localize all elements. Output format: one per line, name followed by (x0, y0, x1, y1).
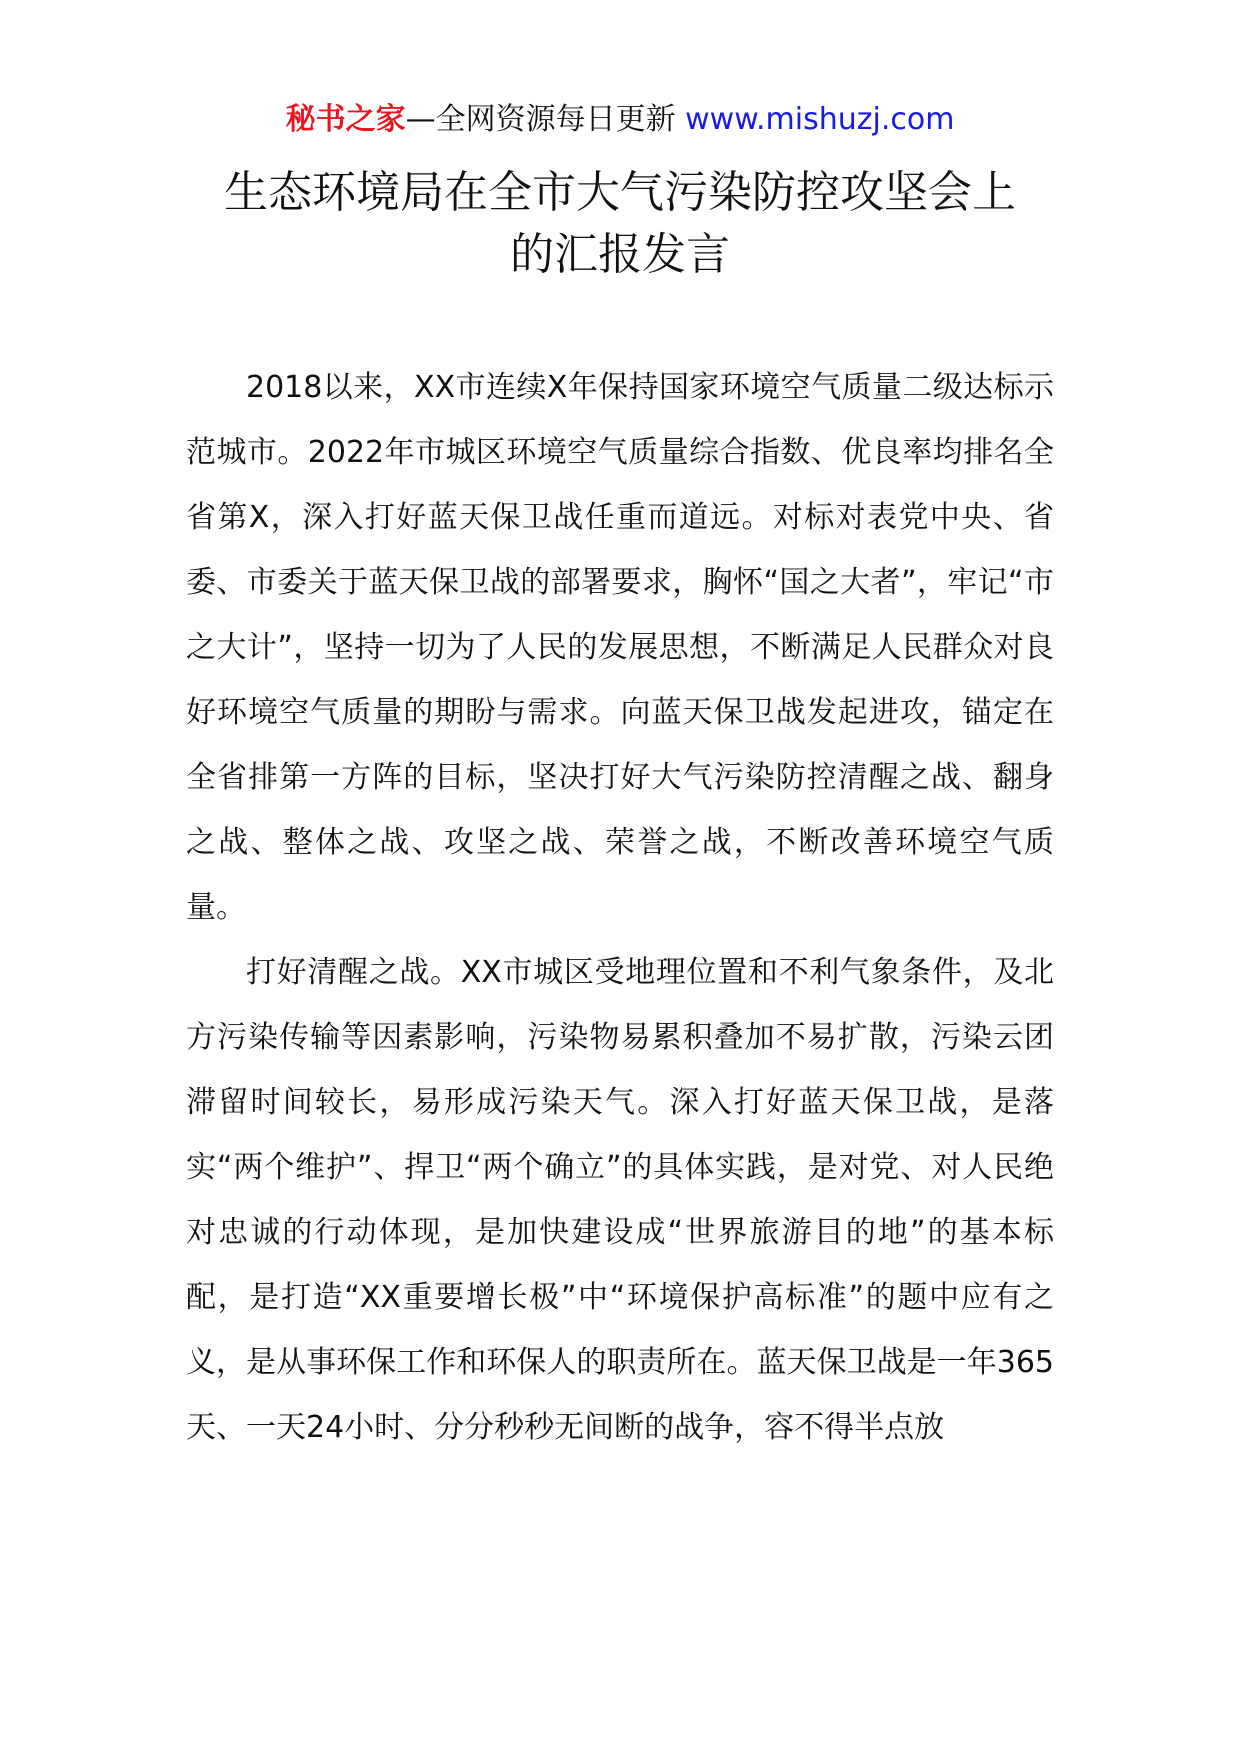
document-title (150, 162, 1090, 286)
title-line-2: 的汇报发言 (510, 229, 730, 280)
site-url-link[interactable]: www.mishuzj.com (685, 102, 955, 137)
document-body (186, 355, 1054, 1460)
title-line-1: 生态环境局在全市大气污染防控攻坚会上 (224, 167, 1016, 218)
paragraph-intro: 2018以来，XX市连续X年保持国家环境空气质量二级达标示范城市。2022年市城区环境空气质量综合指数、优良率均排名全省第X，深入打好蓝天保卫战任重而道远。对标对表党中央、省委、市委关于蓝天保卫战的部署要求，胸怀“国之大者”，牢记“市之大计”，坚持一切为了人民的发展思想，不断满足人民群众对良好环境空气质量的期盼与需求。向蓝天保卫战发起进攻，锚定在全省排第一方阵的目标，坚决打好大气污染防控清醒之战、翻身之战、整体之战、攻坚之战、荣誉之战，不断改善环境空气质量。 (186, 370, 1054, 925)
header-tagline: —全网资源每日更新 (405, 102, 686, 137)
brand-name: 秘书之家 (285, 102, 406, 137)
paragraph-clear-headed-battle: 打好清醒之战。XX市城区受地理位置和不利气象条件，及北方污染传输等因素影响，污染物易累积叠加不易扩散，污染云团滞留时间较长，易形成污染天气。深入打好蓝天保卫战，是落实“两个维护”、捍卫“两个确立”的具体实践，是对党、对人民绝对忠诚的行动体现，是加快建设成“世界旅游目的地”的基本标配，是打造“XX重要增长极”中“环境保护高标准”的题中应有之义，是从事环保工作和环保人的职责所在。蓝天保卫战是一年365天、一天24小时、分分秒秒无间断的战争，容不得半点放 (186, 955, 1054, 1445)
site-header (0, 98, 1240, 142)
